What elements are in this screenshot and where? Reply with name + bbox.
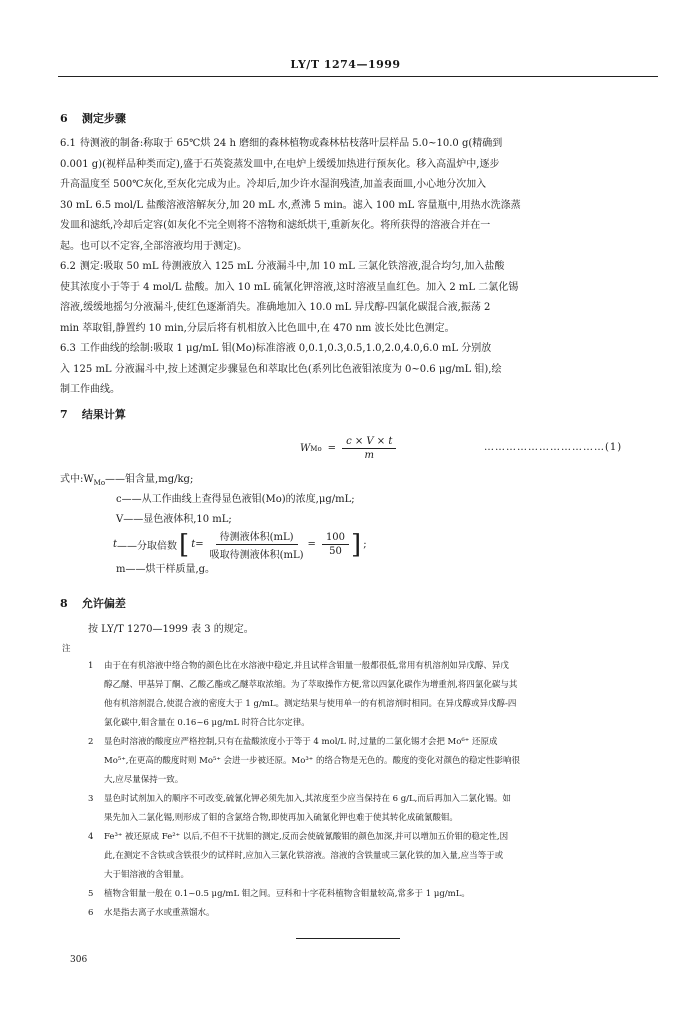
- text-line: 制工作曲线。: [60, 384, 120, 395]
- text-line: 测定:吸取 50 mL 待测液放入 125 mL 分液漏斗中,加 10 mL 三氯化铁溶液,混合均匀,加入盐酸: [79, 261, 505, 272]
- note-line: 大,应尽量保持一致。: [104, 775, 184, 785]
- definition-t-denominator: 吸取待测液体积(mL): [209, 550, 304, 561]
- definition-t-text: ——分取倍数: [117, 541, 178, 552]
- paragraph-number: 6.3: [60, 343, 76, 354]
- formula-1: W Mo = $\frac{c \times V \times t}{m}$: [300, 436, 396, 461]
- formula-lhs: W: [300, 443, 311, 454]
- note-line: 由于在有机溶液中络合物的颜色比在水溶液中稳定,并且试样含钼量一般都很低,常用有机溶剂如异戊醇、异戊: [104, 661, 509, 671]
- section-8-heading: [60, 595, 126, 611]
- note-number: 4: [88, 832, 94, 842]
- definition-w-subscript: Mo: [93, 479, 106, 487]
- note-line: Fe³⁺ 被还原成 Fe²⁺ 以后,不但不干扰钼的测定,反而会使硫氰酸钼的颜色加深,并可以增加五价钼的稳定性,因: [104, 832, 509, 842]
- header-rule: [58, 76, 658, 77]
- definition-t-value-fraction: [322, 532, 349, 557]
- section-title: 结果计算: [81, 408, 126, 421]
- note-number: 3: [88, 794, 94, 804]
- section-6-heading: [60, 110, 126, 126]
- note-line: 他有机溶剂混合,使混合液的密度大于 1 g/mL。测定结果与使用单一的有机溶剂时相同。在异戊醇或异戊醇-四: [104, 699, 517, 709]
- note-line: 显色时试剂加入的顺序不可改变,硫氰化钾必须先加入,其浓度至少应当保持在 6 g/L,而后再加入二氯化锡。如: [104, 794, 511, 804]
- note-number: 5: [88, 889, 94, 899]
- end-rule: [296, 938, 400, 939]
- paragraph-6-1: [60, 134, 656, 257]
- definition-c: c——从工作曲线上查得显色液钼(Mo)的浓度,μg/mL;: [116, 494, 355, 505]
- definition-w-text: ——钼含量,mg/kg;: [105, 474, 194, 485]
- definition-m: m——烘干样质量,g。: [116, 564, 216, 575]
- text-line: 溶液,缓缓地摇匀分液漏斗,使红色逐渐消失。准确地加入 10.0 mL 异戊醇-四氯化碳混合液,振荡 2: [60, 302, 491, 313]
- formula-numerator: c × V × t: [342, 436, 396, 449]
- paragraph-6-2: [60, 257, 656, 339]
- note-number: 6: [88, 908, 94, 918]
- definition-t-equals-2: =: [307, 539, 316, 550]
- formula-fraction: [342, 436, 396, 461]
- text-line: 工作曲线的绘制:吸取 1 μg/mL 钼(Mo)标准溶液 0,0.1,0.3,0.5,1.0,2.0,4.0,6.0 mL 分别放: [79, 343, 492, 354]
- paragraph-number: 6.2: [60, 261, 76, 272]
- definition-w: [60, 470, 193, 487]
- definition-t-inner: t: [191, 539, 196, 550]
- definition-t-equals: =: [195, 539, 204, 550]
- note-line: 水是指去离子水或重蒸馏水。: [104, 908, 215, 918]
- definition-t-value-numerator: 100: [322, 532, 349, 545]
- section-title: 允许偏差: [81, 597, 126, 610]
- section-number: 6: [60, 112, 68, 125]
- definition-v: V——显色液体积,10 mL;: [116, 514, 232, 525]
- text-line: 30 mL 6.5 mol/L 盐酸溶液溶解灰分,加 20 mL 水,煮沸 5 min。滤入 100 mL 容量瓶中,用热水洗涤蒸: [60, 199, 521, 211]
- note-line: 植物含钼量一般在 0.1~0.5 μg/mL 钼之间。豆科和十字花科植物含钼量较高,常多于 1 μg/mL。: [104, 889, 470, 899]
- note-line: 大于钼溶液的含钼量。: [104, 870, 190, 880]
- text-line: 发皿和滤纸,冷却后定容(如灰化不完全则将不溶物和滤纸烘干,重新灰化。将所获得的溶液合并在一: [60, 220, 491, 231]
- definition-t-numerator: 待测液体积(mL): [216, 528, 298, 545]
- definition-t-fraction: [210, 528, 304, 561]
- text-line: 使其浓度小于等于 4 mol/L 盐酸。加入 10 mL 硫氰化钾溶液,这时溶液呈血红色。加入 2 mL 二氯化锡: [60, 281, 519, 293]
- page-number: 306: [70, 955, 88, 965]
- definition-t-value-denominator: 50: [329, 546, 342, 557]
- note-number: 1: [88, 661, 94, 671]
- section-number: 7: [60, 408, 68, 421]
- section-number: 8: [60, 597, 68, 610]
- formula-denominator: m: [364, 450, 374, 461]
- formula-lhs-subscript: Mo: [310, 444, 322, 453]
- note-line: 果先加入二氯化锡,则形成了钼的含氯络合物,即使再加入硫氰化钾也难于使其转化成硫氰酸钼。: [104, 813, 458, 823]
- section-title: 测定步骤: [81, 112, 126, 125]
- note-number: 2: [88, 737, 94, 747]
- section-7-heading: [60, 406, 126, 422]
- note-line: 显色时溶液的酸度应严格控制,只有在盐酸浓度小于等于 4 mol/L 时,过量的二氯化锡才会把 Mo⁶⁺ 还原成: [104, 737, 498, 747]
- page-header: LY/T 1274—1999: [290, 58, 401, 71]
- allowance-text: 按 LY/T 1270—1999 表 3 的规定。: [88, 624, 254, 635]
- note-line: 醇乙醚、甲基异丁酮、乙酸乙酯或乙醚萃取浓缩。为了萃取操作方便,常以四氯化碳作为增重剂,将四氯化碳与其: [104, 680, 518, 690]
- text-line: 待测液的制备:称取于 65℃烘 24 h 磨细的森林植物或森林枯枝落叶层样品 5.0~10.0 g(精确到: [79, 138, 503, 149]
- text-line: 起。也可以不定容,全部溶液均用于测定)。: [60, 240, 248, 252]
- text-line: min 萃取钼,静置约 10 min,分层后将有机相放入比色皿中,在 470 nm 波长处比色测定。: [60, 322, 455, 334]
- text-line: 升高温度至 500℃灰化,至灰化完成为止。冷却后,加少许水湿润残渣,加盖表面皿,小心地分次加入: [60, 179, 487, 190]
- definition-t: t ——分取倍数 [ t = $\frac{\text{待测液体积(mL)}}{\text{吸取待测液体积(mL)}}$ = $\frac{100}{50}$ ] ;: [113, 529, 367, 561]
- paragraph-6-3: [60, 339, 656, 401]
- paragraph-number: 6.1: [60, 138, 76, 149]
- note-label: 注: [62, 644, 71, 654]
- definition-w-label: 式中:W: [60, 474, 94, 485]
- definition-t-end: ;: [363, 539, 367, 550]
- note-line: 氯化碳中,钼含量在 0.16~6 μg/mL 时符合比尔定律。: [104, 718, 310, 728]
- text-line: 0.001 g)(视样品种类而定),盛于石英瓷蒸发皿中,在电炉上缓缓加热进行预灰化。移入高温炉中,逐步: [60, 158, 500, 170]
- note-line: 此,在测定不含铁或含铁很少的试样时,应加入三氯化铁溶液。溶液的含铁量或三氯化铁的加入量,应当等于或: [104, 851, 504, 861]
- text-line: 入 125 mL 分液漏斗中,按上述测定步骤显色和萃取比色(系列比色液钼浓度为 0~0.6 μg/mL 钼),绘: [60, 363, 502, 375]
- equation-number: ……………………………(1): [484, 442, 623, 453]
- note-line: Mo⁵⁺,在更高的酸度时则 Mo⁵⁺ 会进一步被还原。Mo³⁺ 的络合物是无色的。酸度的变化对颜色的稳定性影响很: [104, 756, 520, 766]
- definition-t-symbol: t: [113, 539, 118, 550]
